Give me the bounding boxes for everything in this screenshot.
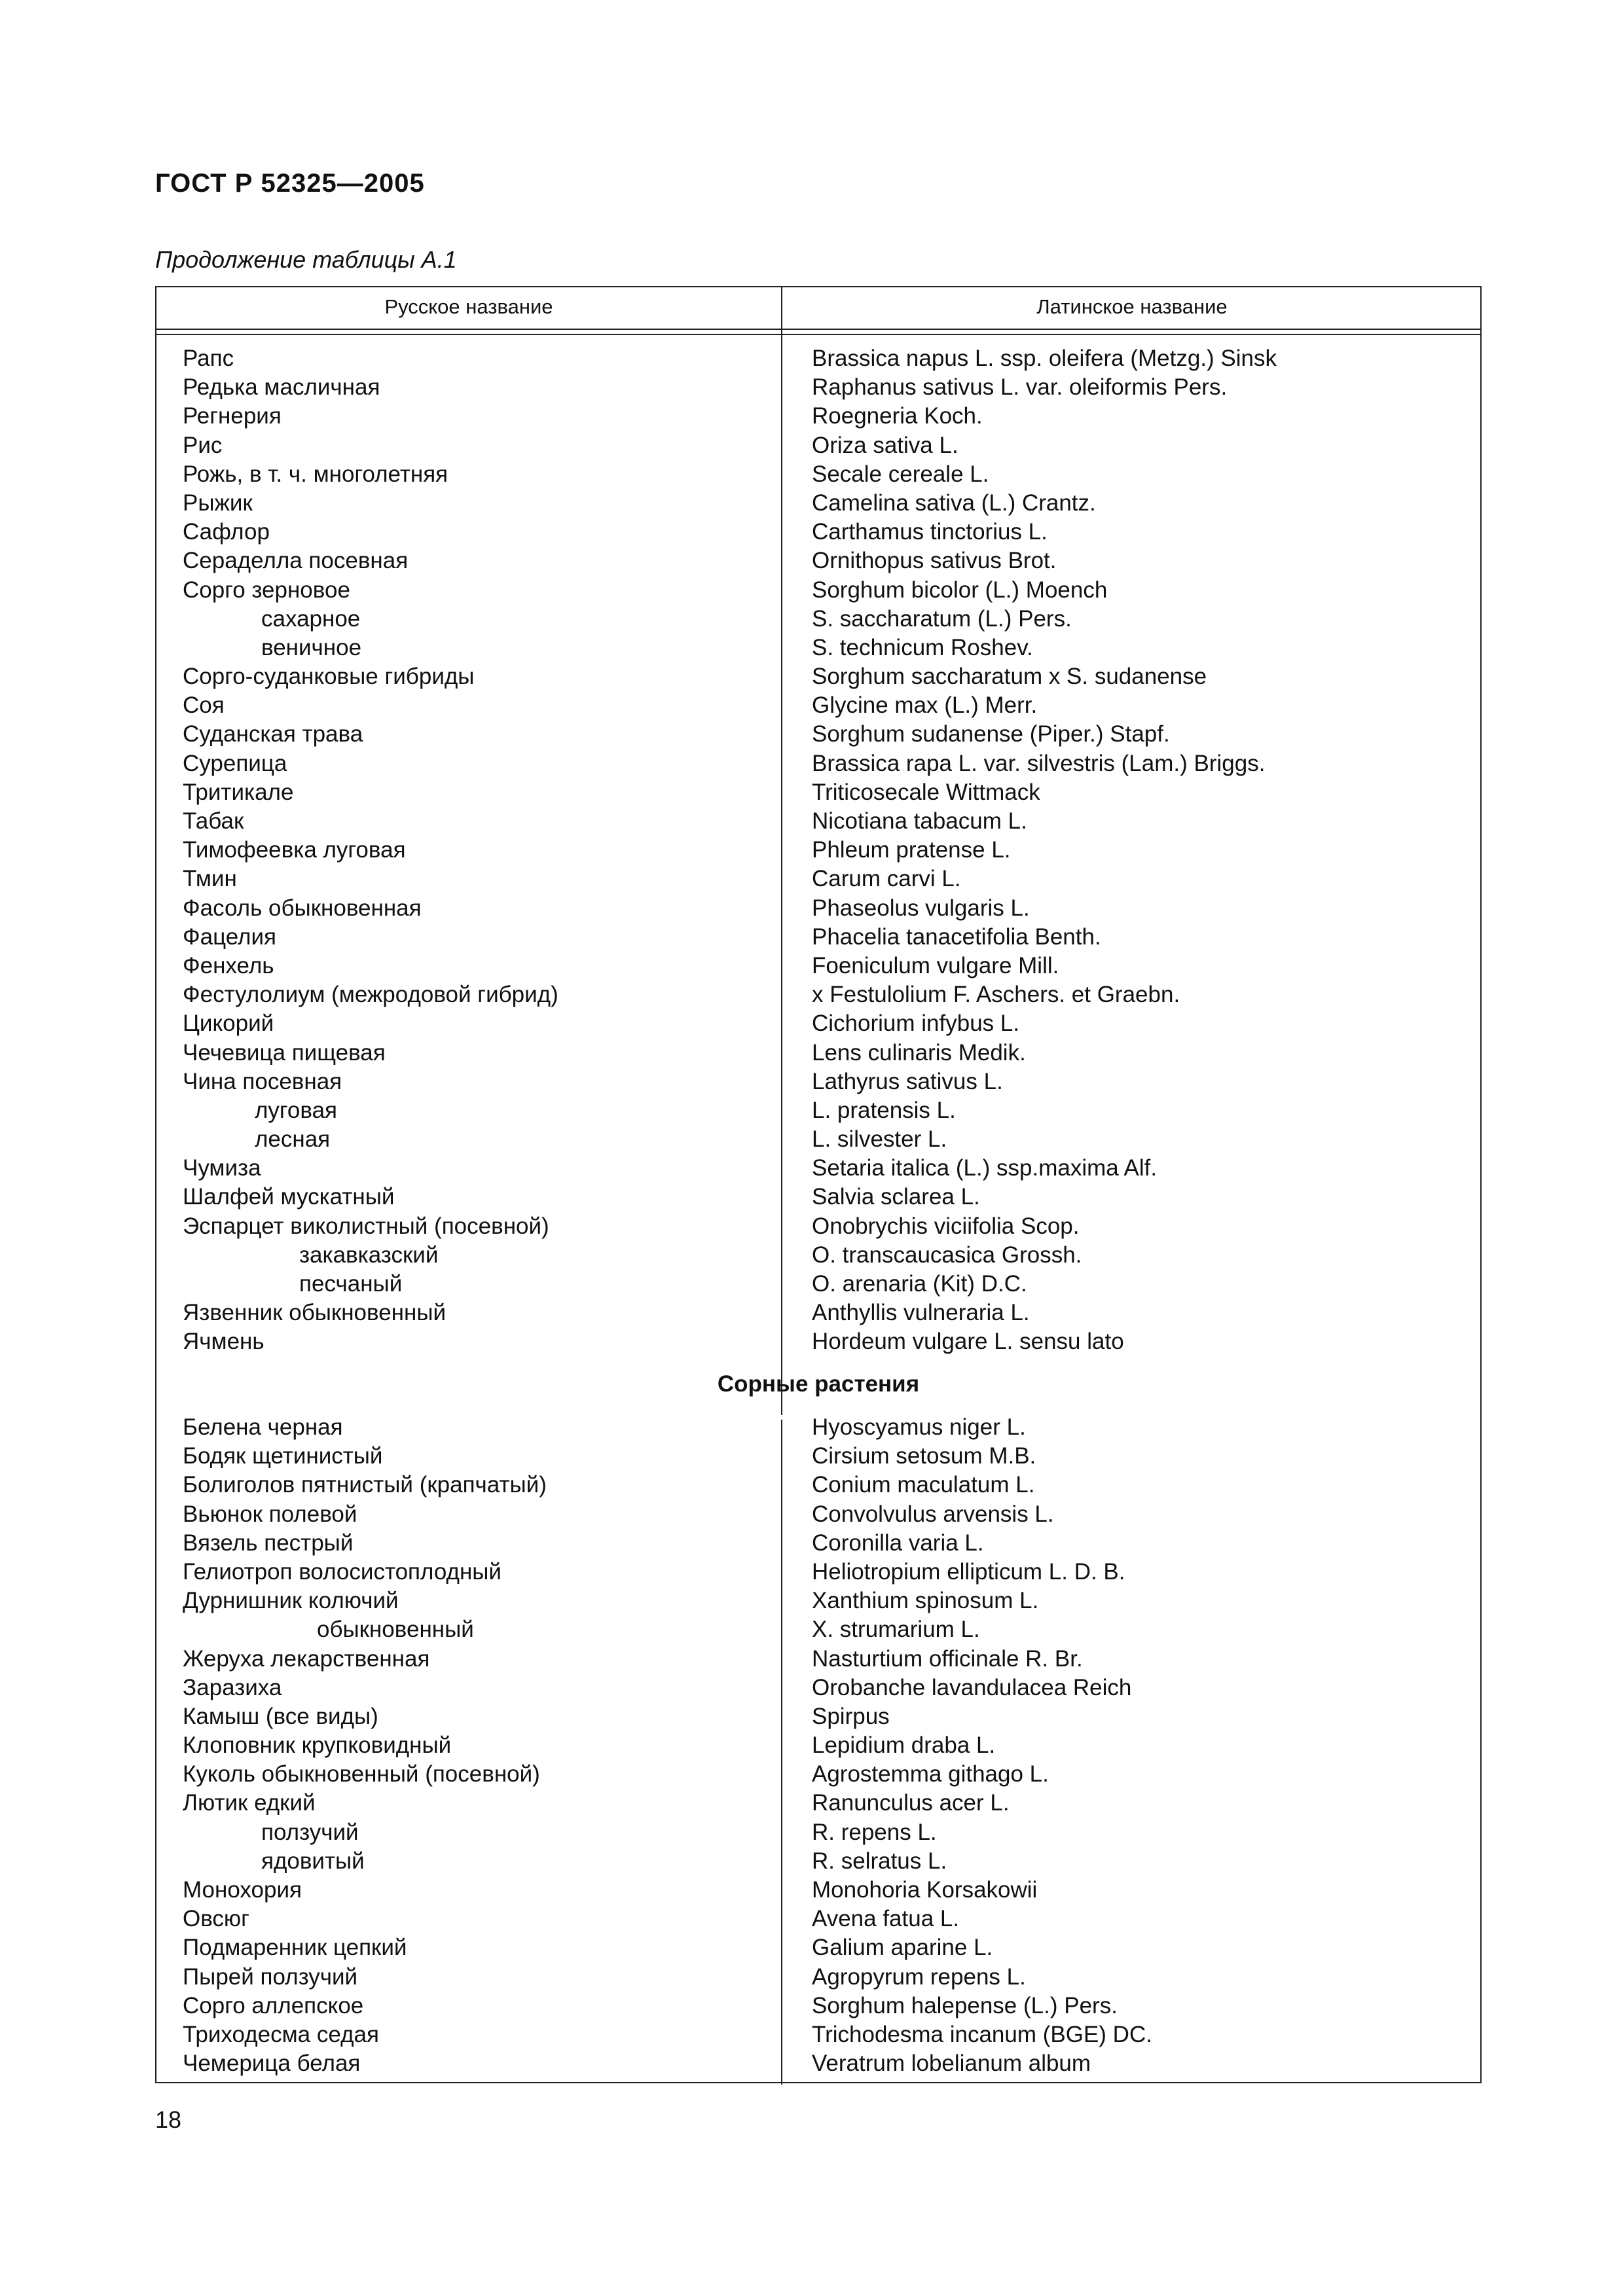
table-row bbox=[156, 1413, 1480, 1442]
russian-name: Сурепица bbox=[183, 750, 287, 776]
latin-name: Xanthium spinosum L. bbox=[812, 1588, 1039, 1614]
table-row bbox=[156, 402, 1480, 431]
latin-name: Spirpus bbox=[812, 1703, 890, 1729]
russian-name: Монохория bbox=[183, 1877, 302, 1903]
russian-name: лесная bbox=[255, 1126, 331, 1153]
table-row bbox=[156, 980, 1480, 1009]
latin-name: x Festulolium F. Aschers. et Graebn. bbox=[812, 982, 1180, 1008]
latin-name: Camelina sativa (L.) Crantz. bbox=[812, 490, 1096, 516]
table-row bbox=[156, 547, 1480, 575]
table-row bbox=[156, 1587, 1480, 1615]
russian-name: Тимофеевка луговая bbox=[183, 837, 406, 863]
russian-name: ползучий bbox=[261, 1819, 359, 1845]
table-row bbox=[156, 691, 1480, 720]
russian-name: Чечевица пищевая bbox=[183, 1039, 386, 1066]
table-row bbox=[156, 778, 1480, 807]
latin-name: Brassica rapa L. var. silvestris (Lam.) Briggs. bbox=[812, 750, 1266, 776]
column-divider-header bbox=[781, 287, 782, 335]
latin-name: Secale cereale L. bbox=[812, 461, 989, 487]
latin-name: Hyoscyamus niger L. bbox=[812, 1414, 1026, 1440]
table-row bbox=[156, 952, 1480, 980]
table-row bbox=[156, 836, 1480, 865]
russian-name: Сорго-суданковые гибриды bbox=[183, 664, 475, 690]
russian-name: Эспарцет виколистный (посевной) bbox=[183, 1213, 549, 1239]
russian-name: Овсюг bbox=[183, 1906, 249, 1932]
latin-name: O. transcaucasica Grossh. bbox=[812, 1242, 1082, 1268]
russian-name: Вьюнок полевой bbox=[183, 1501, 357, 1527]
russian-name: Лютик едкий bbox=[183, 1790, 316, 1816]
table-row bbox=[156, 1212, 1480, 1241]
table-row bbox=[156, 1529, 1480, 1558]
russian-name: Фестулолиум (межродовой гибрид) bbox=[183, 982, 558, 1008]
latin-name: Agropyrum repens L. bbox=[812, 1964, 1026, 1990]
russian-name: Рожь, в т. ч. многолетняя bbox=[183, 461, 448, 487]
table-row bbox=[156, 431, 1480, 460]
russian-name: Рапс bbox=[183, 346, 234, 371]
header-divider bbox=[156, 329, 1480, 330]
latin-name: Brassica napus L. ssp. oleifera (Metzg.) Sinsk bbox=[812, 346, 1277, 371]
table-row bbox=[156, 1039, 1480, 1067]
latin-name: Lens culinaris Medik. bbox=[812, 1039, 1026, 1066]
latin-name: Onobrychis viciifolia Scop. bbox=[812, 1213, 1080, 1239]
section-cultivated-rows bbox=[156, 344, 1480, 1357]
table-row bbox=[156, 518, 1480, 547]
latin-name: Nasturtium officinale R. Br. bbox=[812, 1645, 1083, 1672]
table-row bbox=[156, 749, 1480, 778]
russian-name: Тритикале bbox=[183, 779, 294, 805]
russian-name: ядовитый bbox=[261, 1848, 365, 1874]
russian-name: Ячмень bbox=[183, 1329, 264, 1355]
latin-name: Sorghum bicolor (L.) Moench bbox=[812, 577, 1108, 603]
table-row bbox=[156, 1992, 1480, 2020]
russian-name: Редька масличная bbox=[183, 374, 380, 401]
latin-name: Anthyllis vulneraria L. bbox=[812, 1300, 1030, 1326]
latin-name: Salvia sclarea L. bbox=[812, 1184, 980, 1210]
table-row bbox=[156, 1327, 1480, 1356]
latin-name: Triticosecale Wittmack bbox=[812, 779, 1040, 805]
table-row bbox=[156, 576, 1480, 605]
table-row bbox=[156, 460, 1480, 489]
latin-name: Phacelia tanacetifolia Benth. bbox=[812, 924, 1101, 950]
table-row bbox=[156, 1471, 1480, 1499]
russian-name: Цикорий bbox=[183, 1011, 274, 1037]
document-code: ГОСТ Р 52325—2005 bbox=[155, 169, 425, 198]
table-row bbox=[156, 1009, 1480, 1038]
latin-name: L. pratensis L. bbox=[812, 1097, 956, 1123]
table-row bbox=[156, 1963, 1480, 1992]
russian-name: Шалфей мускатный bbox=[183, 1184, 395, 1210]
latin-name: O. arenaria (Kit) D.C. bbox=[812, 1271, 1027, 1297]
section-title-weeds: Сорные растения bbox=[717, 1371, 920, 1397]
table-row bbox=[156, 720, 1480, 749]
latin-name: Phleum pratense L. bbox=[812, 837, 1011, 863]
latin-name: Sorghum saccharatum x S. sudanense bbox=[812, 664, 1207, 690]
latin-name: Roegneria Koch. bbox=[812, 403, 983, 429]
table-row bbox=[156, 923, 1480, 952]
table-row bbox=[156, 1847, 1480, 1876]
table-row bbox=[156, 1442, 1480, 1471]
column-header-russian: Русское название bbox=[384, 295, 553, 318]
russian-name: Сорго аллепское bbox=[183, 1992, 364, 2018]
table-row bbox=[156, 1500, 1480, 1529]
russian-name: Камыш (все виды) bbox=[183, 1703, 378, 1729]
russian-name: Пырей ползучий bbox=[183, 1964, 358, 1990]
russian-name: Рис bbox=[183, 432, 223, 458]
table-row bbox=[156, 373, 1480, 402]
russian-name: Клоповник крупковидный bbox=[183, 1732, 452, 1759]
russian-name: Сафлор bbox=[183, 519, 270, 545]
russian-name: Фасоль обыкновенная bbox=[183, 895, 422, 921]
latin-name: Cichorium infybus L. bbox=[812, 1011, 1020, 1037]
latin-name: Monohoria Korsakowii bbox=[812, 1877, 1038, 1903]
table-row bbox=[156, 1645, 1480, 1674]
table-row bbox=[156, 1933, 1480, 1962]
table-row bbox=[156, 1270, 1480, 1299]
latin-name: X. strumarium L. bbox=[812, 1617, 980, 1643]
table-row bbox=[156, 1731, 1480, 1760]
russian-name: Рыжик bbox=[183, 490, 253, 516]
latin-name: Trichodesma incanum (BGE) DC. bbox=[812, 2021, 1152, 2047]
russian-name: закавказский bbox=[299, 1242, 439, 1268]
russian-name: Вязель пестрый bbox=[183, 1530, 354, 1556]
latin-name: Veratrum lobelianum album bbox=[812, 2051, 1091, 2077]
russian-name: Табак bbox=[183, 808, 244, 834]
latin-name: Foeniculum vulgare Mill. bbox=[812, 952, 1059, 978]
latin-name: Conium maculatum L. bbox=[812, 1472, 1035, 1498]
latin-name: L. silvester L. bbox=[812, 1126, 947, 1153]
russian-name: Жеруха лекарственная bbox=[183, 1645, 430, 1672]
russian-name: Триходесма седая bbox=[183, 2021, 379, 2047]
latin-name: Carum carvi L. bbox=[812, 866, 961, 892]
table-row bbox=[156, 1905, 1480, 1933]
russian-name: обыкновенный bbox=[317, 1617, 474, 1643]
latin-name: S. saccharatum (L.) Pers. bbox=[812, 605, 1072, 632]
russian-name: Тмин bbox=[183, 866, 237, 892]
latin-name: R. selratus L. bbox=[812, 1848, 947, 1874]
latin-name: Hordeum vulgare L. sensu lato bbox=[812, 1329, 1124, 1355]
latin-name: Lathyrus sativus L. bbox=[812, 1068, 1003, 1094]
table-row bbox=[156, 1702, 1480, 1731]
species-table bbox=[155, 286, 1482, 2083]
header-divider-double bbox=[156, 334, 1480, 335]
russian-name: Бодяк щетинистый bbox=[183, 1443, 383, 1469]
latin-name: Avena fatua L. bbox=[812, 1906, 960, 1932]
russian-name: Чумиза bbox=[183, 1155, 261, 1181]
table-row bbox=[156, 1125, 1480, 1154]
russian-name: Гелиотроп волосистоплодный bbox=[183, 1558, 501, 1585]
latin-name: Setaria italica (L.) ssp.maxima Alf. bbox=[812, 1155, 1158, 1181]
table-row bbox=[156, 662, 1480, 691]
table-row bbox=[156, 1818, 1480, 1847]
table-row bbox=[156, 2049, 1480, 2078]
russian-name: Болиголов пятнистый (крапчатый) bbox=[183, 1472, 547, 1498]
latin-name: Agrostemma githago L. bbox=[812, 1761, 1049, 1787]
table-row bbox=[156, 1096, 1480, 1125]
table-row bbox=[156, 605, 1480, 634]
table-row bbox=[156, 865, 1480, 893]
latin-name: S. technicum Roshev. bbox=[812, 634, 1033, 660]
table-row bbox=[156, 1154, 1480, 1183]
table-row bbox=[156, 807, 1480, 836]
latin-name: Heliotropium ellipticum L. D. B. bbox=[812, 1558, 1125, 1585]
russian-name: Фацелия bbox=[183, 924, 276, 950]
russian-name: Белена черная bbox=[183, 1414, 343, 1440]
table-row bbox=[156, 2020, 1480, 2049]
latin-name: Ranunculus acer L. bbox=[812, 1790, 1010, 1816]
latin-name: Oriza sativa L. bbox=[812, 432, 958, 458]
russian-name: веничное bbox=[261, 634, 362, 660]
latin-name: Lepidium draba L. bbox=[812, 1732, 996, 1759]
latin-name: Sorghum sudanense (Piper.) Stapf. bbox=[812, 721, 1170, 747]
russian-name: Заразиха bbox=[183, 1674, 282, 1700]
table-row bbox=[156, 1615, 1480, 1644]
table-row bbox=[156, 1760, 1480, 1789]
table-row bbox=[156, 1789, 1480, 1818]
russian-name: сахарное bbox=[261, 605, 361, 632]
latin-name: Glycine max (L.) Merr. bbox=[812, 692, 1038, 719]
table-row bbox=[156, 489, 1480, 518]
table-row bbox=[156, 634, 1480, 662]
table-row bbox=[156, 344, 1480, 373]
russian-name: Подмаренник цепкий bbox=[183, 1935, 407, 1961]
latin-name: Sorghum halepense (L.) Pers. bbox=[812, 1992, 1118, 2018]
russian-name: Чина посевная bbox=[183, 1068, 342, 1094]
russian-name: песчаный bbox=[299, 1271, 403, 1297]
table-row bbox=[156, 1299, 1480, 1327]
latin-name: R. repens L. bbox=[812, 1819, 937, 1845]
russian-name: Суданская трава bbox=[183, 721, 363, 747]
russian-name: Соя bbox=[183, 692, 225, 719]
latin-name: Raphanus sativus L. var. oleiformis Pers. bbox=[812, 374, 1228, 401]
latin-name: Galium aparine L. bbox=[812, 1935, 993, 1961]
latin-name: Cirsium setosum M.B. bbox=[812, 1443, 1036, 1469]
latin-name: Orobanche lavandulacea Reich bbox=[812, 1674, 1132, 1700]
latin-name: Convolvulus arvensis L. bbox=[812, 1501, 1054, 1527]
latin-name: Phaseolus vulgaris L. bbox=[812, 895, 1030, 921]
russian-name: Регнерия bbox=[183, 403, 282, 429]
table-row bbox=[156, 1067, 1480, 1096]
latin-name: Coronilla varia L. bbox=[812, 1530, 984, 1556]
table-caption: Продолжение таблицы А.1 bbox=[155, 246, 457, 273]
latin-name: Ornithopus sativus Brot. bbox=[812, 548, 1057, 574]
latin-name: Carthamus tinctorius L. bbox=[812, 519, 1048, 545]
table-row bbox=[156, 1241, 1480, 1270]
page-number: 18 bbox=[155, 2106, 182, 2133]
russian-name: Чемерица белая bbox=[183, 2051, 361, 2077]
column-header-latin: Латинское название bbox=[1036, 295, 1228, 318]
russian-name: Сорго зерновое bbox=[183, 577, 350, 603]
russian-name: Дурнишник колючий bbox=[183, 1588, 399, 1614]
table-row bbox=[156, 1558, 1480, 1587]
russian-name: Язвенник обыкновенный bbox=[183, 1300, 447, 1326]
russian-name: Фенхель bbox=[183, 952, 274, 978]
russian-name: Куколь обыкновенный (посевной) bbox=[183, 1761, 540, 1787]
table-row bbox=[156, 1674, 1480, 1702]
latin-name: Nicotiana tabacum L. bbox=[812, 808, 1027, 834]
russian-name: Сераделла посевная bbox=[183, 548, 409, 574]
table-row bbox=[156, 1876, 1480, 1905]
table-row bbox=[156, 894, 1480, 923]
russian-name: луговая bbox=[255, 1097, 338, 1123]
table-row bbox=[156, 1183, 1480, 1211]
section-weeds-rows bbox=[156, 1413, 1480, 2078]
